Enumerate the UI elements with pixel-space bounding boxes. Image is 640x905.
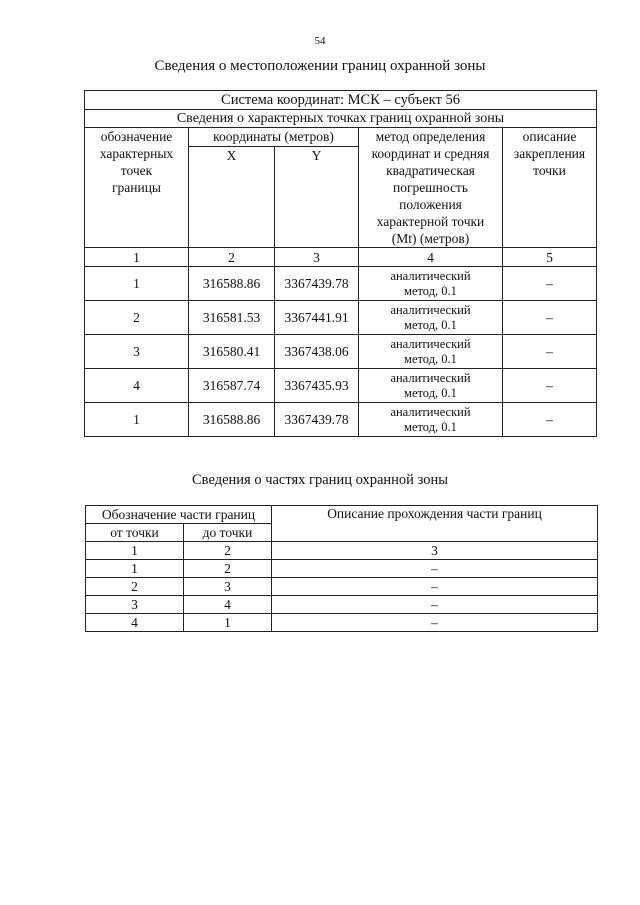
from-cell: 2 — [86, 578, 184, 596]
section-title-cell: Сведения о характерных точках границ охранной зоны — [85, 110, 597, 128]
table-row — [85, 267, 597, 301]
table-row — [86, 560, 598, 578]
header-line: координат и средняя — [371, 146, 490, 161]
column-number: 1 — [86, 542, 184, 560]
description-cell: – — [272, 614, 598, 632]
boundary-parts-table — [85, 505, 598, 632]
description-cell: – — [272, 560, 598, 578]
from-cell: 4 — [86, 614, 184, 632]
y-cell: 3367439.78 — [275, 403, 359, 437]
table-row — [85, 369, 597, 403]
header-line: квадратическая — [386, 163, 475, 178]
header-line: точки — [533, 163, 566, 178]
y-cell: 3367435.93 — [275, 369, 359, 403]
x-header: X — [189, 147, 275, 248]
method-cell — [359, 369, 503, 403]
page-number: 54 — [314, 35, 326, 47]
coord-system-cell: Система координат: МСК – субъект 56 — [85, 91, 597, 110]
method-line: метод, 0.1 — [404, 351, 457, 366]
table-row — [86, 614, 598, 632]
method-line: аналитический — [390, 336, 471, 351]
description-header: Описание прохождения части границ — [272, 506, 598, 542]
method-cell — [359, 301, 503, 335]
point-cell: 1 — [85, 403, 189, 437]
to-point-header: до точки — [184, 524, 272, 542]
description-cell: – — [503, 267, 597, 301]
header-line: закрепления — [513, 146, 586, 161]
method-line: аналитический — [390, 404, 471, 419]
title-parts: Сведения о частях границ охранной зоны — [192, 472, 448, 488]
method-line: метод, 0.1 — [404, 419, 457, 434]
x-cell: 316587.74 — [189, 369, 275, 403]
column-number: 5 — [503, 248, 597, 267]
description-header — [503, 128, 597, 248]
method-cell — [359, 403, 503, 437]
title-location: Сведения о местоположении границ охранной зоны — [154, 58, 486, 74]
method-header — [359, 128, 503, 248]
header-line: метод определения — [375, 129, 486, 144]
point-cell: 4 — [85, 369, 189, 403]
column-number: 3 — [275, 248, 359, 267]
table-row — [86, 596, 598, 614]
point-designation-header — [85, 128, 189, 248]
description-cell: – — [503, 369, 597, 403]
header-line: характерных — [99, 146, 174, 161]
description-cell: – — [503, 301, 597, 335]
from-point-header: от точки — [86, 524, 184, 542]
characteristic-points-table — [84, 90, 597, 437]
point-cell: 2 — [85, 301, 189, 335]
x-cell: 316588.86 — [189, 267, 275, 301]
x-cell: 316588.86 — [189, 403, 275, 437]
from-cell: 1 — [86, 560, 184, 578]
header-group-cell: Обозначение части границ — [86, 506, 272, 524]
header-line: погрешность — [392, 180, 468, 195]
header-line: (Mt) (метров) — [391, 231, 470, 246]
y-header: Y — [275, 147, 359, 248]
to-cell: 1 — [184, 614, 272, 632]
x-cell: 316580.41 — [189, 335, 275, 369]
description-cell: – — [272, 578, 598, 596]
method-cell — [359, 267, 503, 301]
point-cell: 1 — [85, 267, 189, 301]
table-row — [85, 403, 597, 437]
description-cell: – — [503, 403, 597, 437]
to-cell: 4 — [184, 596, 272, 614]
to-cell: 3 — [184, 578, 272, 596]
column-number: 2 — [189, 248, 275, 267]
method-line: метод, 0.1 — [404, 317, 457, 332]
y-cell: 3367441.91 — [275, 301, 359, 335]
point-cell: 3 — [85, 335, 189, 369]
table-row — [85, 335, 597, 369]
from-cell: 3 — [86, 596, 184, 614]
method-line: метод, 0.1 — [404, 385, 457, 400]
column-number: 2 — [184, 542, 272, 560]
header-line: обозначение — [100, 129, 173, 144]
y-cell: 3367439.78 — [275, 267, 359, 301]
y-cell: 3367438.06 — [275, 335, 359, 369]
column-number: 3 — [272, 542, 598, 560]
column-number: 4 — [359, 248, 503, 267]
method-line: аналитический — [390, 268, 471, 283]
method-line: аналитический — [390, 370, 471, 385]
header-line: положения — [399, 197, 462, 212]
x-cell: 316581.53 — [189, 301, 275, 335]
column-number: 1 — [85, 248, 189, 267]
method-line: метод, 0.1 — [404, 283, 457, 298]
header-line: характерной точки — [376, 214, 485, 229]
description-cell: – — [272, 596, 598, 614]
header-line: точек — [120, 163, 153, 178]
description-cell: – — [503, 335, 597, 369]
coords-group-header: координаты (метров) — [189, 128, 359, 147]
method-line: аналитический — [390, 302, 471, 317]
header-line: границы — [111, 180, 162, 195]
header-line: описание — [522, 129, 577, 144]
table-row — [85, 301, 597, 335]
table-row — [86, 578, 598, 596]
to-cell: 2 — [184, 560, 272, 578]
method-cell — [359, 335, 503, 369]
